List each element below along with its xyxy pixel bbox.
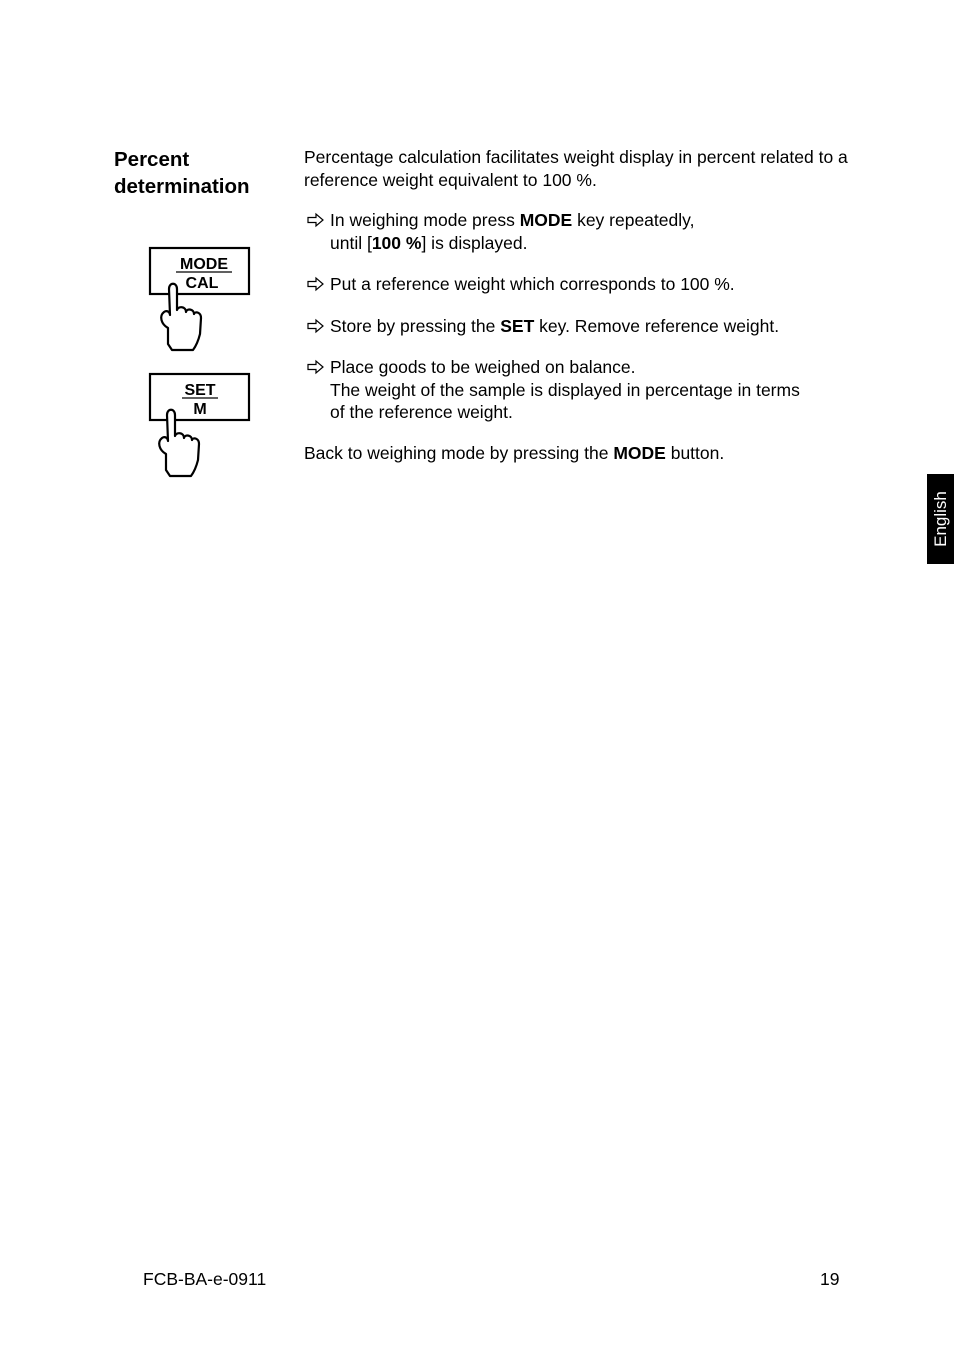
arrow-right-outline-icon — [304, 209, 328, 231]
mode-cal-key-illustration — [145, 244, 255, 356]
step-4-line2: The weight of the sample is displayed in percentage in terms of the reference weight. — [330, 379, 800, 422]
footer-doc-id: FCB-BA-e-0911 — [143, 1269, 267, 1289]
arrow-right-outline-icon — [304, 315, 328, 337]
cal-key-label: CAL — [185, 275, 219, 292]
step-1-key-mode: MODE — [519, 210, 573, 230]
arrow-right-outline-icon — [304, 356, 328, 378]
step-1-line2-pre: until [ — [330, 232, 372, 253]
outro-key-mode: MODE — [613, 443, 666, 463]
section-heading-line2: determination — [114, 175, 250, 198]
step-3-key-set: SET — [500, 316, 535, 336]
step-4 — [304, 356, 864, 424]
language-tab-label: English — [930, 491, 950, 547]
outro-text-post: button. — [665, 443, 725, 463]
language-tab — [927, 474, 954, 564]
step-3 — [304, 315, 864, 338]
footer-page-number: 19 — [820, 1269, 840, 1289]
outro-paragraph — [304, 442, 864, 465]
step-2 — [304, 273, 864, 296]
step-4-line1: Place goods to be weighed on balance. — [330, 357, 636, 377]
section-heading-line1: Percent — [114, 148, 190, 171]
step-1 — [304, 209, 864, 254]
step-3-text-post: key. Remove reference weight. — [534, 316, 780, 336]
step-1-line2-post: ] is displayed. — [421, 232, 528, 253]
set-key-label: SET — [184, 382, 216, 399]
set-m-key-illustration — [145, 370, 255, 482]
step-3-text-pre: Store by pressing the — [330, 316, 501, 336]
section-heading — [114, 146, 250, 200]
arrow-right-outline-icon — [304, 273, 328, 295]
m-key-label: M — [193, 401, 207, 418]
outro-text-pre: Back to weighing mode by pressing the — [304, 443, 614, 463]
intro-paragraph: Percentage calculation facilitates weight display in percent related to a reference weight equivalent to 100 %. — [304, 147, 848, 190]
step-1-text-pre: In weighing mode press — [330, 210, 520, 230]
step-1-line2-value: 100 % — [371, 232, 422, 253]
step-2-text: Put a reference weight which corresponds to 100 %. — [330, 274, 735, 294]
mode-key-label: MODE — [180, 256, 228, 273]
step-1-text-post: key repeatedly, — [572, 210, 695, 230]
